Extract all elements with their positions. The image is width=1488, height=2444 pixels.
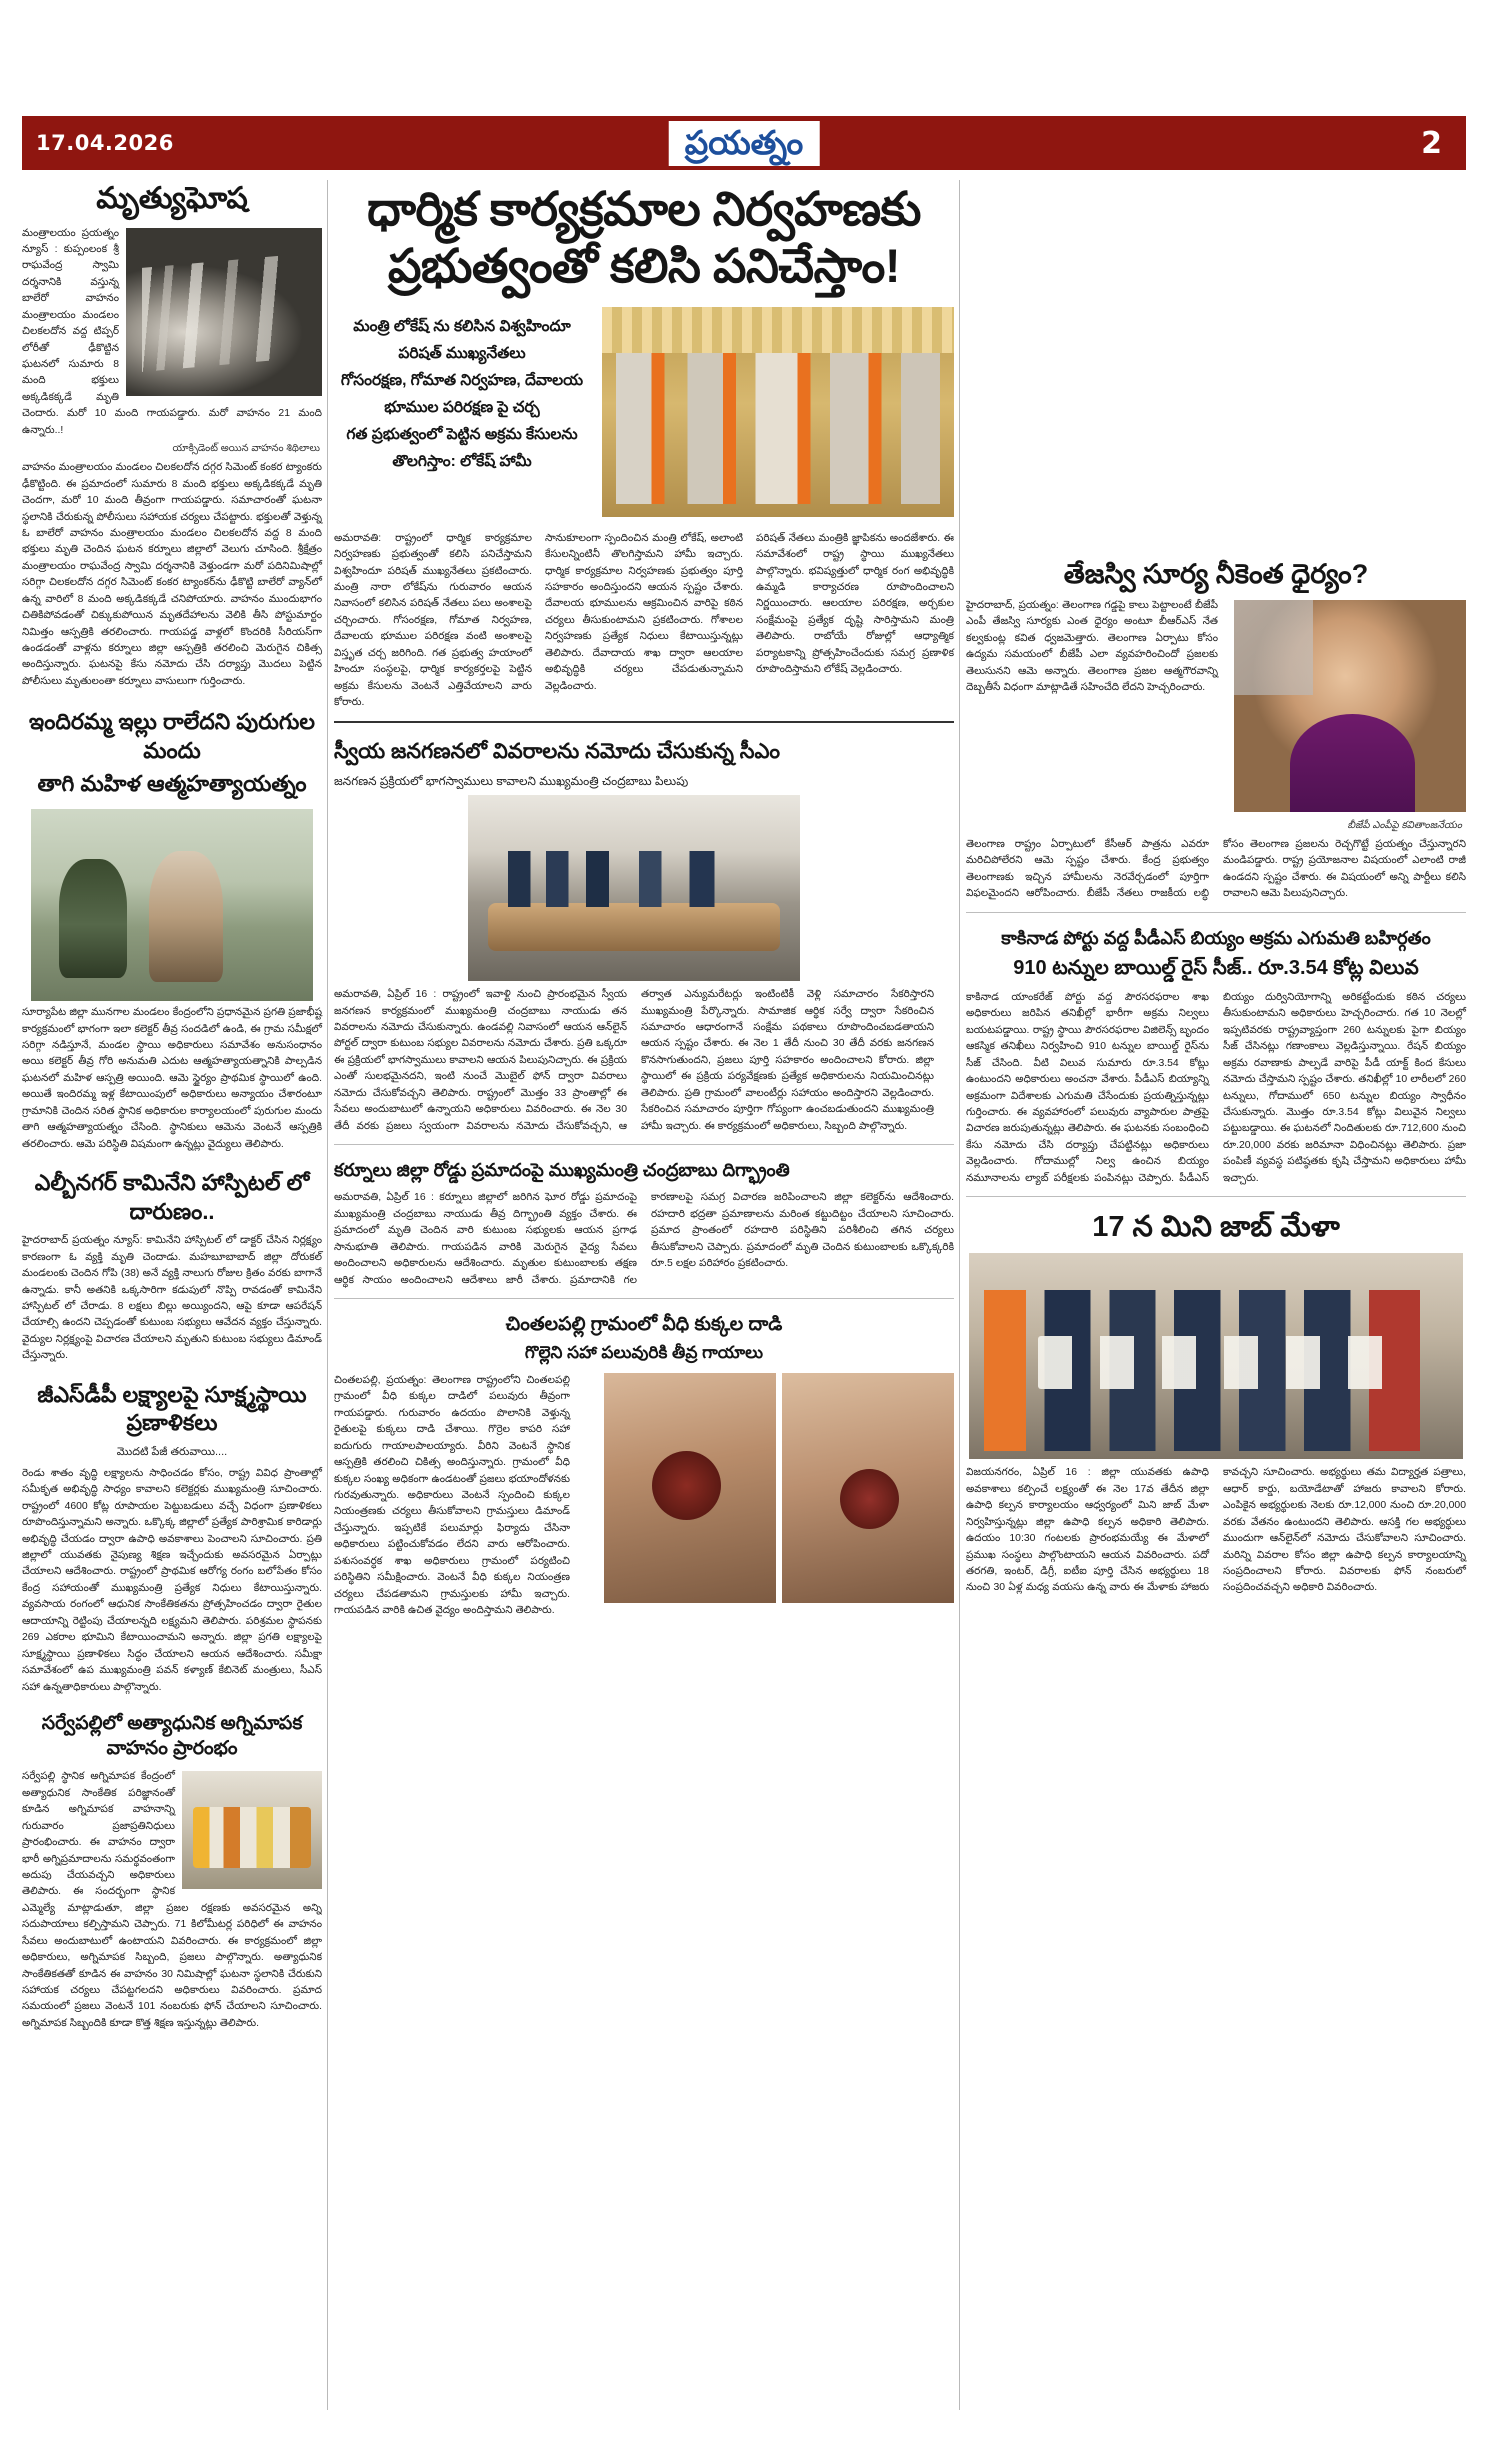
photo-caption: యాక్సిడెంట్ అయిన వాహనం శిథిలాలు <box>172 443 320 455</box>
lead-headline-line2: ప్రభుత్వంతో కలిసి పనిచేస్తాం! <box>387 239 901 293</box>
article-body: రెండు శాతం వృద్ధి లక్ష్యాలను సాధించడం కోసం, రాష్ట్ర వివిధ ప్రాంతాల్లో సమీకృత అభివృద్ధి సాధ్యం కావాలని కలెక్టర్లకు ముఖ్యమంత్రి సూచించారు. రాష్ట్రంలో 4600 కోట్ల రూపాయల పెట్టుబడులు వచ్చే విధంగా ప్రణాళికలు రూపొందిస్తున్నామని అన్నారు. ఒక్కొక్క జిల్లాలో ప్రత్యేక పారిశ్రామిక కారిడార్లు అభివృద్ధి చేయడం ద్వారా ఉపాధి అవకాశాలు పెంచాలని సూచించారు. ప్రతి జిల్లాలో యువతకు నైపుణ్య శిక్షణ ఇచ్చేందుకు అవసరమైన ఏర్పాట్లు చేయాలని ఆదేశించారు. రాష్ట్రంలో ప్రాథమిక ఆరోగ్య రంగం బలోపేతం కోసం కేంద్ర సహాయంతో ముఖ్యమంత్రి ప్రత్యేక నిధులు కేటాయిస్తున్నారు. వ్యవసాయ రంగంలో ఆధునిక సాంకేతికతను ప్రోత్సహించడం ద్వారా రైతుల ఆదాయాన్ని రెట్టింపు చేయాలన్నది లక్ష్యమని తెలిపారు. పరిశ్రమల స్థాపనకు 269 ఎకరాల భూమిని కేటాయించామని అన్నారు. జిల్లా ప్రగతి లక్ష్యాలపై సూక్ష్మస్థాయి ప్రణాళికలు సిద్ధం చేయాలని ఆయన ఆదేశించారు. సమీక్షా సమావేశంలో ఉప ముఖ్యమంత్రి పవన్ కళ్యాణ్ కేబినెట్ మంత్రులు, సీఎస్ సహా ఉన్నతాధికారులు పాల్గొన్నారు. <box>22 1467 322 1693</box>
article-kicker: గొల్లెని సహా పలువురికి తీవ్ర గాయాలు <box>524 1342 764 1362</box>
article-headline: మృత్యుఘోష <box>96 182 248 215</box>
article-headline-line2: తాగి మహిళ ఆత్మహత్యాయత్నం <box>37 770 307 796</box>
article-photo-crash <box>126 228 322 396</box>
section-divider <box>966 1196 1466 1197</box>
bullet-item: గత ప్రభుత్వంలో పెట్టిన అక్రమ కేసులను <box>346 426 578 444</box>
photo-pair <box>604 1373 954 1603</box>
bullet-item: భూముల పరిరక్షణ పై చర్చ <box>384 399 540 417</box>
article-headline-line1: కాకినాడ పోర్టు వద్ద పీడీఎస్ బియ్యం అక్రమ ఎగుమతి బహిర్గతం <box>1001 927 1431 948</box>
article-photo-injury-2 <box>782 1373 954 1603</box>
article-headline-line1: ఇందిరమ్మ ఇల్లు రాలేదని పురుగుల మందు <box>29 709 315 763</box>
article-photo-group <box>969 1253 1463 1459</box>
article-headline: సర్వేపల్లిలో అత్యాధునిక అగ్నిమాపక వాహనం ప్రారంభం <box>41 1712 303 1759</box>
page-content <box>22 180 1466 2420</box>
bullet-item: తొలగిస్తాం: లోకేష్ హామీ <box>392 453 532 471</box>
article-photo-meeting <box>468 795 800 981</box>
article-gsdp-targets <box>22 1365 322 1696</box>
article-fire-engine-launch <box>22 1696 322 2032</box>
article-dog-attack <box>334 1307 954 1619</box>
article-body-col1: హైదరాబాద్, ప్రయత్నం: తెలంగాణ గడ్డపై కాలు పెట్టాలంటే బీజేపీ ఎంపీ తేజస్వి సూర్యకు ఎంత ధైర్యం అంటూ బీఆర్ఎస్ నేత కల్వకుంట్ల కవిత ధ్వజమెత్తారు. తెలంగాణ ఏర్పాటు కోసం ఉద్యమ సమయంలో బీజేపీ ఎలా వ్యవహరించిందో ప్రజలకు తెలుసునని ఆమె అన్నారు. తెలంగాణ ప్రజల ఆత్మగౌరవాన్ని దెబ్బతీసే విధంగా మాట్లాడితే సహించేది లేదని హెచ్చరించారు. <box>966 599 1218 693</box>
article-photo-injury-1 <box>604 1373 776 1603</box>
bullet-item: మంత్రి లోకేష్ ను కలిసిన విశ్వహిందూ <box>353 317 571 335</box>
masthead-bar <box>22 116 1466 170</box>
publication-date: 17.04.2026 <box>36 131 174 155</box>
center-column <box>334 180 954 1619</box>
article-headline-line2: 910 టన్నుల బాయిల్డ్ రైస్ సీజ్.. రూ.3.54 కోట్ల విలువ <box>1013 956 1419 979</box>
article-headline: స్వీయ జనగణనలో వివరాలను నమోదు చేసుకున్న సీఎం <box>334 740 781 764</box>
article-photo-police <box>31 809 313 1001</box>
lead-photo-ceremony <box>602 307 954 517</box>
article-headline: జీఎస్‌డీపీ లక్ష్యాలపై సూక్ష్మస్థాయి ప్రణాళికలు <box>37 1381 307 1436</box>
article-cm-road-accident <box>334 1153 954 1289</box>
article-mini-job-mela <box>966 1205 1466 1597</box>
article-tejasvi-surya <box>966 180 1466 903</box>
newspaper-logo: ప్రయత్నం <box>669 121 820 166</box>
left-column <box>22 180 322 2032</box>
article-kamineni-hospital <box>22 1153 322 1365</box>
article-photo-portrait <box>1234 600 1466 812</box>
article-indiramma-illu <box>22 690 322 1153</box>
right-column <box>966 180 1466 1597</box>
article-headline: తేజస్వి సూర్య నీకెంత ధైర్యం? <box>1063 559 1369 589</box>
column-divider-left <box>327 180 328 2410</box>
article-body: విజయనగరం, ఏప్రిల్ 16 : జిల్లా యువతకు ఉపాధి అవకాశాలు కల్పించే లక్ష్యంతో ఈ నెల 17వ తేదీన జిల్లా ఉపాధి కల్పన కార్యాలయం ఆధ్వర్యంలో మిని జాబ్ మేళా నిర్వహిస్తున్నట్లు జిల్లా ఉపాధి కల్పన అధికారి తెలిపారు. ఉదయం 10:30 గంటలకు ప్రారంభమయ్యే ఈ మేళాలో ప్రముఖ సంస్థలు పాల్గొంటాయని ఆయన వివరించారు. పదో తరగతి, ఇంటర్, డిగ్రీ, ఐటీఐ పూర్తి చేసిన అభ్యర్థులు 18 నుంచి 30 ఏళ్ల మధ్య వయసు ఉన్న వారు ఈ మేళాకు హాజరు కావచ్చని సూచించారు. అభ్యర్థులు తమ విద్యార్హత పత్రాలు, ఆధార్ కార్డు, బయోడేటాతో హాజరు కావాలని కోరారు. ఎంపికైన అభ్యర్థులకు నెలకు రూ.12,000 నుంచి రూ.20,000 వరకు వేతనం ఉంటుందని తెలిపారు. ఆసక్తి గల అభ్యర్థులు ముందుగా ఆన్‌లైన్‌లో నమోదు చేసుకోవాలని సూచించారు. మరిన్ని వివరాల కోసం జిల్లా ఉపాధి కల్పన కార్యాలయాన్ని సంప్రదించాలని కోరారు. వివరాలకు ఫోన్ నంబరులో సంప్రదించవచ్చని అధికారి వివరించారు. <box>966 1467 1466 1594</box>
article-body-col2: తెలంగాణ రాష్ట్రం ఏర్పాటులో కేసీఆర్ పాత్రను ఎవరూ మరిచిపోలేరని ఆమె స్పష్టం చేశారు. కేంద్ర ప్రభుత్వం తెలంగాణకు ఇచ్చిన హామీలను నెరవేర్చడంలో పూర్తిగా విఫలమైందని ఆరోపించారు. బీజేపీ నేతలు రాజకీయ లబ్ధి కోసం తెలంగాణ ప్రజలను రెచ్చగొట్టే ప్రయత్నం చేస్తున్నారని మండిపడ్డారు. రాష్ట్ర ప్రయోజనాల విషయంలో ఎలాంటి రాజీ ఉండదని స్పష్టం చేశారు. ఈ విషయంలో అన్ని పార్టీలు కలిసి రావాలని ఆమె పిలుపునిచ్చారు. <box>966 838 1466 900</box>
article-headline: కర్నూలు జిల్లా రోడ్డు ప్రమాదంపై ముఖ్యమంత్రి చంద్రబాబు దిగ్భ్రాంతి <box>334 1160 790 1181</box>
bullet-item: గోసంరక్షణ, గోమాత నిర్వహణ, దేవాలయ <box>340 371 584 389</box>
section-divider <box>334 721 954 723</box>
lead-headline-line1: ధార్మిక కార్యక్రమాల నిర్వహణకు <box>367 182 921 235</box>
article-headline: ఎల్బీనగర్ కామినేని హాస్పిటల్ లో దారుణం.. <box>34 1170 310 1224</box>
article-pds-rice-seizure <box>966 921 1466 1188</box>
section-divider <box>334 1144 954 1145</box>
article-photo-relief <box>182 1771 322 1889</box>
article-census <box>334 732 934 1135</box>
article-mrutyughosha <box>22 180 322 690</box>
article-headline: 17 న మిని జాబ్ మేళా <box>1092 1211 1340 1244</box>
article-body: వాహనం మంత్రాలయం మండలం చిలకలదోన దగ్గర సిమెంట్ కంకర ట్యాంకరు ఢీకొట్టింది. ఈ ప్రమాదంలో సుమారు 8 మంది భక్తులు అక్కడికక్కడే మృతి చెందగా, మరో 10 మంది తీవ్రంగా గాయపడ్డారు. సమాచారంతో ఘటనా స్థలానికి చేరుకున్న పోలీసులు సహాయక చర్యలు చేపట్టారు. భక్తులతో వెళ్తున్న ఓ బాలేరో వాహనం మంత్రాలయం మండలం చిలకలదోన వద్ద 8 మంది భక్తులు మృతి చెందిన ఘటన కర్నూలు జిల్లాలో వెలుగు చూసింది. శ్రీక్షేత్రం మంత్రాలయం రాఘవేంద్ర స్వామి దర్శనానికి వెళ్తుండగా మరో పదినిమిషాల్లో సరిగ్గా చిలకలదోన దగ్గర సిమెంట్ కంకర ట్యాంకర్‌ను ఢీకొట్టి బాలేరో వ్యాన్‌లో ఉన్న వారిలో 8 మంది అక్కడికక్కడే చనిపోయారు. వాహనం ముందుభాగం చితికిపోవడంతో చిక్కుకుపోయిన మృతదేహాలను వెలికి తీసి పోస్టుమార్టం నిమిత్తం ఆస్పత్రికి తరలించారు. గాయపడ్డ వాళ్లలో కొందరికి సీరియస్‌గా ఉండడంతో వాళ్లను కర్నూలు జిల్లా ఆస్పత్రికి తరలించి మెరుగైన చికిత్స అందిస్తున్నారు. ఘటనపై కేసు నమోదు చేసి దర్యాప్తు మొదలు పెట్టిన పోలీసులు మృతులంతా కర్నూలు వాసులుగా గుర్తించారు. <box>22 462 322 687</box>
photo-caption: బీజేపీ ఎంపీపై కవితాంజనేయం <box>1347 819 1462 831</box>
article-headline: చింతలపల్లి గ్రామంలో వీధి కుక్కల దాడి <box>505 1314 783 1336</box>
section-divider <box>966 912 1466 913</box>
article-body: హైదరాబాద్ ప్రయత్నం న్యూస్: కామినేని హాస్పిటల్ లో డాక్టర్ చేసిన నిర్లక్ష్యం కారణంగా ఓ వ్యక్తి మృతి చెందాడు. మహబూబాబాద్ జిల్లా దోరుకల్ మండలంకు చెందిన గోపి (38) అనే వ్యక్తి నాలుగు రోజుల క్రితం వరకు బాగానే ఉన్నాడు. కానీ అతనికి ఒక్కసారిగా కడుపులో నొప్పి రావడంతో కామినేని హాస్పిటల్ లో చేరాడు. 8 లక్షలు బిల్లు అయ్యిందని, ఆపై కూడా ఆపరేషన్ చేయాల్సి ఉందని చెప్పడంతో కుటుంబ సభ్యులు ఆవేదన వ్యక్తం చేస్తున్నారు. వైద్యుల నిర్లక్ష్యంపై విచారణ చేయాలని మృతుని కుటుంబ సభ్యులు డిమాండ్ చేస్తున్నారు. <box>22 1235 322 1362</box>
column-divider-right <box>959 180 960 2410</box>
article-lead-dharmika <box>334 180 954 711</box>
article-body: సూర్యాపేట జిల్లా మునగాల మండలం కేంద్రంలోని ప్రధానమైన ప్రగతి ప్రజాభీష్ట కార్యక్రమంలో భాగంగా ఇలా కలెక్టర్ తీవ్ర సందడిలో ఉండి, ఈ గ్రామ సమీక్షలో సరిగ్గా నడిస్తూనే, మండల స్థాయి అధికారులు సమావేశం అనుసంధానం అయి కలెక్టర్ తీవ్ర గోరి అనుమతి ఎదుట ఆత్మహత్యాయత్నానికి పాల్పడిన ఘటనలో మహిళ ఆస్పత్రి అయింది. ఆమె స్థైర్యం ప్రాథమిక స్థాయిలో ఉంది. అయితే ఇందిరమ్మ ఇళ్ల కేటాయింపులో అధికారులు అన్యాయం చేశారంటూ గ్రామానికి చెందిన సరిత స్థానిక అధికారుల కార్యాలయంలో పురుగుల మందు తాగి ఆత్మహత్యాయత్నం చేసింది. స్థానికులు ఆమెను వెంటనే ఆస్పత్రికి తరలించారు. ఆమె పరిస్థితి విషమంగా ఉన్నట్లు వైద్యులు తెలిపారు. <box>22 1007 322 1150</box>
article-body: సర్వేపల్లి స్థానిక అగ్నిమాపక కేంద్రంలో అత్యాధునిక సాంకేతిక పరిజ్ఞానంతో కూడిన అగ్నిమాపక వాహనాన్ని గురువారం ప్రజాప్రతినిధులు ప్రారంభించారు. ఈ వాహనం ద్వారా భారీ అగ్నిప్రమాదాలను సమర్థవంతంగా అదుపు చేయవచ్చని అధికారులు తెలిపారు. ఈ సందర్భంగా స్థానిక ఎమ్మెల్యే మాట్లాడుతూ, జిల్లా ప్రజల రక్షణకు అవసరమైన అన్ని సదుపాయాలు కల్పిస్తామని చెప్పారు. 71 కిలోమీటర్ల పరిధిలో ఈ వాహనం సేవలు అందుబాటులో ఉంటాయని వివరించారు. ఈ కార్యక్రమంలో జిల్లా అధికారులు, అగ్నిమాపక సిబ్బంది, ప్రజలు పాల్గొన్నారు. అత్యాధునిక సాంకేతికతతో కూడిన ఈ వాహనం 30 నిమిషాల్లో ఘటనా స్థలానికి చేరుకుని సహాయక చర్యలు చేపట్టగలదని అధికారులు వివరించారు. ప్రమాద సమయంలో ప్రజలు వెంటనే 101 నంబరుకు ఫోన్ చేయాలని సూచించారు. అగ్నిమాపక సిబ్బందికి కూడా కొత్త శిక్షణ ఇస్తున్నట్లు తెలిపారు. <box>22 1771 322 2029</box>
section-divider <box>334 1298 954 1299</box>
article-kicker: జనగణన ప్రక్రియలో భాగస్వాములు కావాలని ముఖ్యమంత్రి చంద్రబాబు పిలుపు <box>334 773 689 788</box>
bullet-item: పరిషత్ ముఖ్యనేతలు <box>398 344 526 362</box>
lead-body-col2: సానుకూలంగా స్పందించిన మంత్రి లోకేష్, అలాంటి కేసులన్నింటినీ తొలగిస్తామని హామీ ఇచ్చారు. ధార్మిక కార్యక్రమాల నిర్వహణకు ప్రభుత్వం పూర్తి సహకారం అందిస్తుందని ఆయన స్పష్టం చేశారు. దేవాలయ భూములను ఆక్రమించిన వారిపై కఠిన చర్యలు తీసుకుంటామని ప్రకటించారు. గోశాలల నిర్వహణకు ప్రత్యేక నిధులు కేటాయిస్తున్నట్లు తెలిపారు. దేవాదాయ శాఖ ద్వారా ఆలయాల అభివృద్ధికి చర్యలు చేపడుతున్నామని వెల్లడించారు. <box>545 532 743 692</box>
article-body: చింతలపల్లి, ప్రయత్నం: తెలంగాణ రాష్ట్రంలోని చింతలపల్లి గ్రామంలో వీధి కుక్కల దాడిలో పలువురు తీవ్రంగా గాయపడ్డారు. గురువారం ఉదయం పొలానికి వెళ్తున్న రైతులపై కుక్కలు దాడి చేశాయి. గొర్రెల కాపరి సహా ఐదుగురు గాయాలపాలయ్యారు. వీరిని వెంటనే స్థానిక ఆస్పత్రికి తరలించి చికిత్స అందిస్తున్నారు. గ్రామంలో వీధి కుక్కల సంఖ్య అధికంగా ఉండటంతో ప్రజలు భయాందోళనకు గురవుతున్నారు. అధికారులు వెంటనే స్పందించి కుక్కల నియంత్రణకు చర్యలు తీసుకోవాలని గ్రామస్తులు డిమాండ్ చేస్తున్నారు. ఇప్పటికే పలుమార్లు ఫిర్యాదు చేసినా అధికారులు పట్టించుకోవడం లేదని వారు ఆరోపించారు. పశుసంవర్ధక శాఖ అధికారులు గ్రామంలో పర్యటించి పరిస్థితిని సమీక్షించారు. వెంటనే వీధి కుక్కల నియంత్రణ చర్యలు చేపడతామని గ్రామస్తులకు హామీ ఇచ్చారు. గాయపడిన వారికి ఉచిత వైద్యం అందిస్తామని తెలిపారు. <box>334 1374 570 1617</box>
lead-body-col3: పరిషత్ నేతలు మంత్రికి జ్ఞాపికను అందజేశారు. ఈ సమావేశంలో రాష్ట్ర స్థాయి ముఖ్యనేతలు పాల్గొన్నారు. భవిష్యత్తులో ధార్మిక రంగ అభివృద్ధికి ఉమ్మడి కార్యాచరణ రూపొందించాలని నిర్ణయించారు. ఆలయాల పరిరక్షణ, అర్చకుల సంక్షేమంపై ప్రత్యేక దృష్టి సారిస్తామని మంత్రి తెలిపారు. రాబోయే రోజుల్లో ఆధ్యాత్మిక పర్యాటకాన్ని ప్రోత్సహించేందుకు సమగ్ర ప్రణాళిక రూపొందిస్తామని లోకేష్ వెల్లడించారు. <box>756 532 954 676</box>
article-lead: మంత్రాలయం ప్రయత్నం న్యూస్ : కుప్పంలంక శ్రీ రాఘవేంద్ర స్వామి దర్శనానికి వస్తున్న బాలేరో వాహనం మంత్రాలయం మండలం చిలకలదోన వద్ద టిప్పర్ లోరీతో ఢీకొట్టిన ఘటనలో సుమారు 8 మంది భక్తులు అక్కడికక్కడే మృతి చెందారు. మరో 10 మంది గాయపడ్డారు. మరో వాహనం 21 మంది ఉన్నారు..! <box>22 227 322 436</box>
lead-body-col1: అమరావతి: రాష్ట్రంలో ధార్మిక కార్యక్రమాల నిర్వహణకు ప్రభుత్వంతో కలిసి పనిచేస్తామని విశ్వహిందూ పరిషత్ ముఖ్యనేతలు ప్రకటించారు. మంత్రి నారా లోకేష్‌ను గురువారం ఆయన నివాసంలో కలిసిన పరిషత్ నేతలు పలు అంశాలపై చర్చించారు. గోసంరక్షణ, గోమాత నిర్వహణ, దేవాలయ భూముల పరిరక్షణ వంటి అంశాలపై విస్తృత చర్చ జరిగింది. గత ప్రభుత్వ హయాంలో హిందూ సంస్థలపై, ధార్మిక కార్యకర్తలపై పెట్టిన అక్రమ కేసులను వెంటనే ఎత్తివేయాలని వారు కోరారు. <box>334 532 532 709</box>
article-kicker: మొదటి పేజీ తరువాయి.... <box>116 1445 228 1458</box>
article-body: అమరావతి, ఏప్రిల్ 16 : కర్నూలు జిల్లాలో జరిగిన ఘోర రోడ్డు ప్రమాదంపై ముఖ్యమంత్రి చంద్రబాబు నాయుడు తీవ్ర దిగ్భ్రాంతి వ్యక్తం చేశారు. ఈ ప్రమాదంలో మృతి చెందిన వారి కుటుంబ సభ్యులకు ఆయన ప్రగాఢ సానుభూతి తెలిపారు. గాయపడిన వారికి మెరుగైన వైద్య సేవలు అందించాలని అధికారులను ఆదేశించారు. మృతుల కుటుంబాలకు తక్షణ ఆర్థిక సాయం అందించాలని ఆదేశాలు జారీ చేశారు. ప్రమాదానికి గల కారణాలపై సమగ్ర విచారణ జరిపించాలని జిల్లా కలెక్టర్‌ను ఆదేశించారు. రహదారి భద్రతా ప్రమాణాలను మరింత కట్టుదిట్టం చేయాలని సూచించారు. ప్రమాద ప్రాంతంలో రహదారి పరిస్థితిని పరిశీలించి తగిన చర్యలు తీసుకోవాలని చెప్పారు. ప్రమాదంలో మృతి చెందిన కుటుంబాలకు ఒక్కొక్కరికి రూ.5 లక్షల పరిహారం ప్రకటించారు. <box>334 1192 954 1286</box>
article-body: అమరావతి, ఏప్రిల్ 16 : రాష్ట్రంలో ఇవాళ్టి నుంచి ప్రారంభమైన స్వీయ జనగణన కార్యక్రమంలో ముఖ్యమంత్రి చంద్రబాబు నాయుడు తన వివరాలను నమోదు చేసుకున్నారు. ఉండవల్లి నివాసంలో ఆయన ఆన్‌లైన్ పోర్టల్ ద్వారా కుటుంబ సభ్యుల వివరాలను నమోదు చేశారు. ప్రతి ఒక్కరూ ఈ ప్రక్రియలో భాగస్వాములు కావాలని ఆయన పిలుపునిచ్చారు. ఈ ప్రక్రియ ఎంతో సులభమైనదని, ఇంటి నుంచే మొబైల్ ఫోన్ ద్వారా వివరాలు నమోదు చేసుకోవచ్చని తెలిపారు. రాష్ట్రంలో మొత్తం 33 ప్రాంతాల్లో ఈ సేవలు అందుబాటులో ఉన్నాయని అధికారులు వివరించారు. ఈ నెల 30 తేదీ వరకు ప్రజలు స్వయంగా వివరాలను నమోదు చేసుకోవచ్చని, ఆ తర్వాత ఎన్యుమరేటర్లు ఇంటింటికీ వెళ్లి సమాచారం సేకరిస్తారని ముఖ్యమంత్రి పేర్కొన్నారు. సామాజిక ఆర్థిక సర్వే ద్వారా సేకరించిన సమాచారం ఆధారంగానే సంక్షేమ పథకాలు రూపొందించబడతాయని ఆయన స్పష్టం చేశారు. ఈ నెల 1 తేదీ నుంచి 30 తేదీ వరకు జనగణన కొనసాగుతుందని, ప్రజలు పూర్తి సహకారం అందించాలని కోరారు. జిల్లా స్థాయిలో ఈ ప్రక్రియ పర్యవేక్షణకు ప్రత్యేక అధికారులను నియమించినట్లు తెలిపారు. ప్రతి గ్రామంలో వాలంటీర్లు సహాయం అందిస్తారని వెల్లడించారు. సేకరించిన సమాచారం పూర్తిగా గోప్యంగా ఉంచబడుతుందని ముఖ్యమంత్రి హామీ ఇచ్చారు. ఈ కార్యక్రమంలో అధికారులు, సిబ్బంది పాల్గొన్నారు. <box>334 989 934 1132</box>
article-body: కాకినాడ యాంకరేజ్ పోర్టు వద్ద పౌరసరఫరాల శాఖ అధికారులు జరిపిన తనిఖీల్లో భారీగా అక్రమ నిల్వలు బయటపడ్డాయి. రాష్ట్ర స్థాయి పౌరసరఫరాల విజిలెన్స్ బృందం ఆకస్మిక తనిఖీలు నిర్వహించి 910 టన్నుల బాయిల్డ్ రైస్‌ను సీజ్ చేసింది. వీటి విలువ సుమారు రూ.3.54 కోట్లు ఉంటుందని అధికారులు అంచనా వేశారు. పీడీఎస్ బియ్యాన్ని అక్రమంగా విదేశాలకు ఎగుమతి చేసేందుకు ప్రయత్నిస్తున్నట్లు గుర్తించారు. ఈ వ్యవహారంలో పలువురు వ్యాపారుల పాత్రపై విచారణ జరుపుతున్నట్లు తెలిపారు. ఈ ఘటనకు సంబంధించి కేసు నమోదు చేసి దర్యాప్తు చేపట్టినట్లు అధికారులు వెల్లడించారు. గోదాముల్లో నిల్వ ఉంచిన బియ్యం నమూనాలను ల్యాబ్ పరీక్షలకు పంపినట్లు చెప్పారు. పీడీఎస్ బియ్యం దుర్వినియోగాన్ని అరికట్టేందుకు కఠిన చర్యలు తీసుకుంటామని అధికారులు హెచ్చరించారు. గత 10 నెలల్లో ఇప్పటివరకు రాష్ట్రవ్యాప్తంగా 260 టన్నులకు పైగా బియ్యం సీజ్ చేసినట్లు గణాంకాలు వెల్లడిస్తున్నాయి. రేషన్ బియ్యం అక్రమ రవాణాకు పాల్పడే వారిపై పీడీ యాక్ట్ కింద కేసులు నమోదు చేస్తామని స్పష్టం చేశారు. తనిఖీల్లో 10 లారీలలో 260 టన్నులు, గోదాములో 650 టన్నుల బియ్యం స్వాధీనం చేసుకున్నారు. మొత్తం రూ.3.54 కోట్లు విలువైన నిల్వలు పట్టుబడ్డాయి. ఈ ఘటనలో నిందితులకు రూ.712,600 నుంచి రూ.20,000 వరకు జరిమానా విధించినట్లు తెలిపారు. ప్రజా పంపిణీ వ్యవస్థ పటిష్ఠతకు కృషి చేస్తామని అధికారులు హామీ ఇచ్చారు. <box>966 991 1466 1184</box>
page-number: 2 <box>1421 125 1442 161</box>
